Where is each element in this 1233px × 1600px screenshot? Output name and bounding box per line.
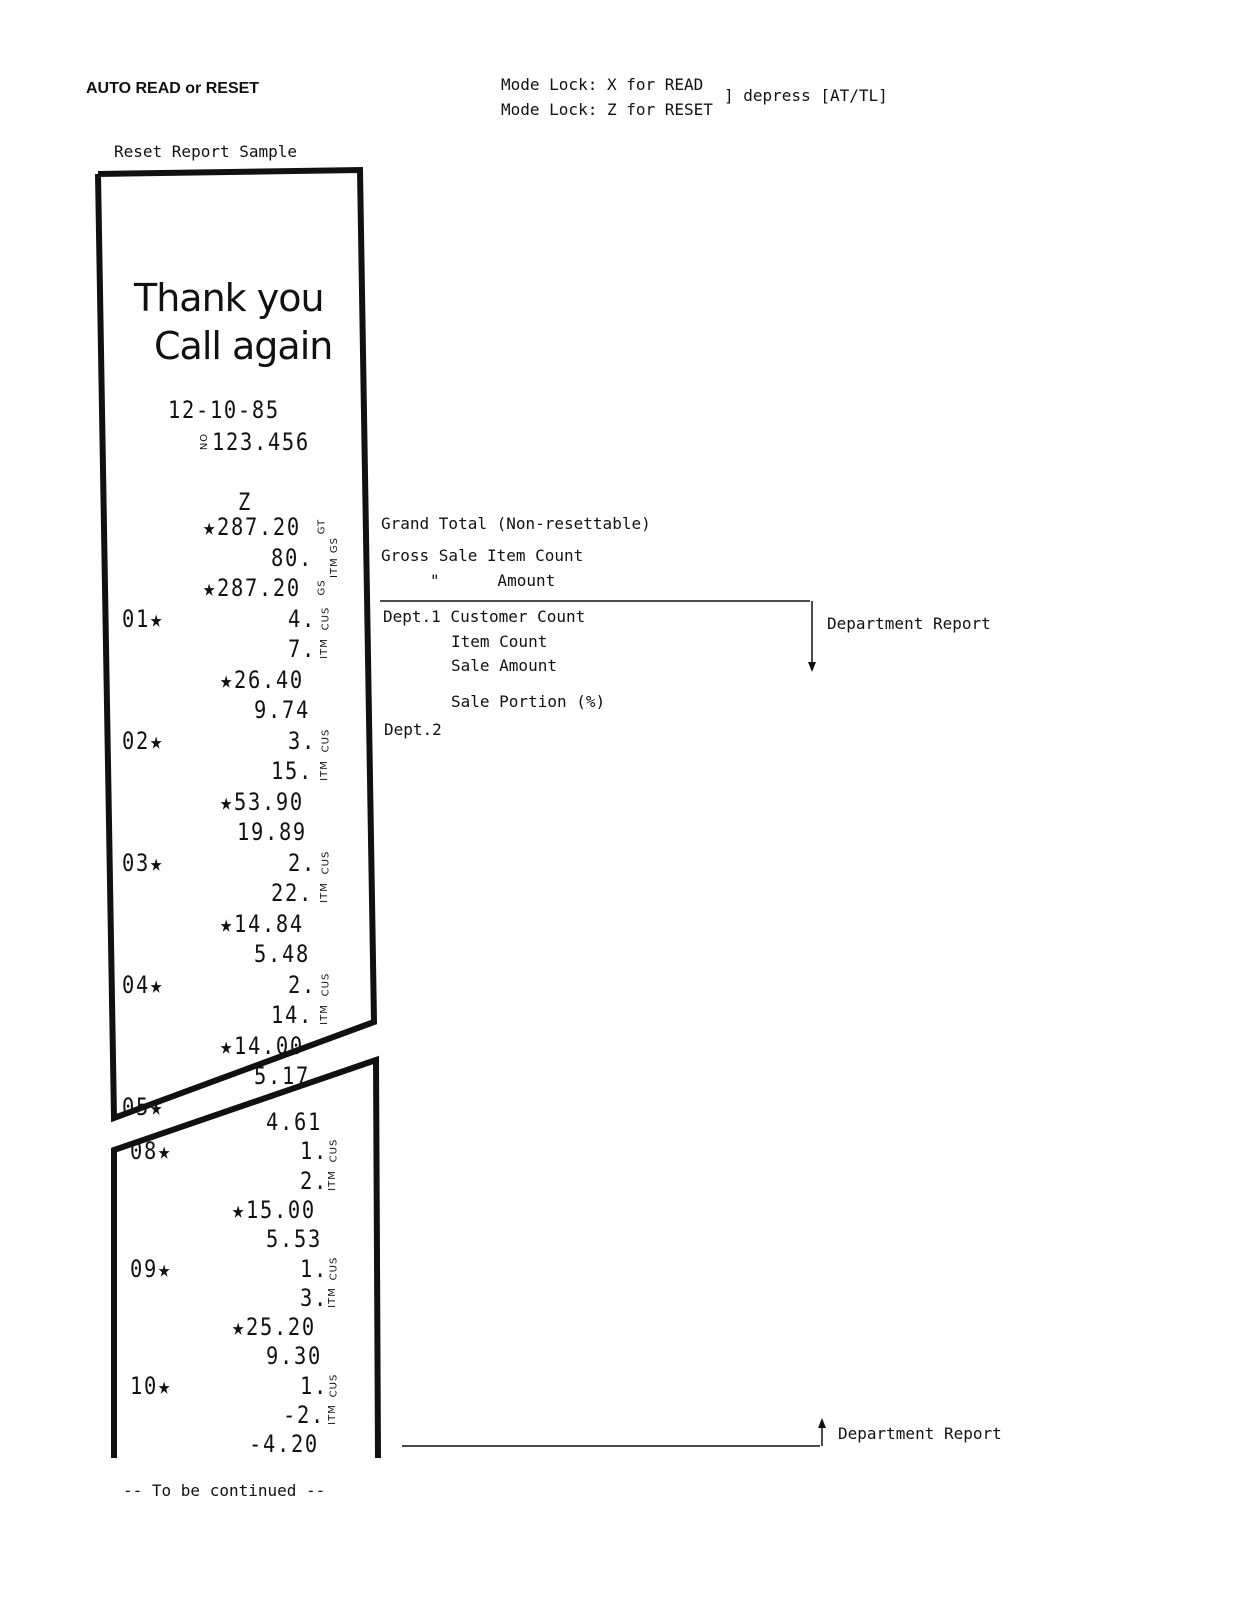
receipt-value: ★53.90: [220, 787, 304, 816]
receipt-tag: CUS: [328, 1138, 340, 1163]
receipt-thank-you: Thank you: [134, 276, 324, 320]
receipt-value: ★287.20: [203, 513, 301, 541]
annotation-item-count: Item Count: [451, 632, 548, 651]
receipt-value: 14.: [271, 1001, 313, 1029]
receipt-no-label: NO: [199, 432, 211, 451]
receipt-tag: ITM: [326, 1169, 338, 1191]
receipt-value: -2.: [283, 1401, 325, 1429]
receipt-number: 123.456: [212, 428, 310, 456]
receipt-value: 22.: [271, 879, 313, 907]
receipt-tag: ITM GS: [328, 536, 340, 578]
receipt-dept-number: 01★: [122, 604, 164, 633]
receipt-dept-number: 02★: [122, 726, 164, 755]
sample-label: Reset Report Sample: [114, 142, 298, 161]
receipt-tag: ITM: [318, 638, 330, 659]
receipt-value: 5.53: [266, 1225, 322, 1254]
receipt-dept-number: 05★: [122, 1092, 164, 1121]
receipt-tag: ITM: [318, 760, 330, 781]
depress-text: ] depress [AT/TL]: [724, 86, 888, 105]
annotation-dept1: Dept.1 Customer Count: [383, 607, 586, 626]
receipt-value: 9.30: [266, 1342, 322, 1371]
receipt-value: 19.89: [237, 818, 307, 846]
receipt-value: 3.: [288, 726, 316, 755]
receipt-value: 80.: [271, 543, 313, 572]
annotation-grand-total: Grand Total (Non-resettable): [381, 514, 651, 533]
receipt-value: 5.48: [254, 940, 310, 968]
receipt-value: ★25.20: [232, 1313, 316, 1342]
receipt-value: 7.: [288, 635, 316, 663]
receipt-tag: CUS: [320, 606, 332, 630]
receipt-value: 2.: [288, 848, 316, 877]
receipt-value: 1.: [300, 1137, 328, 1166]
receipt-value: ★26.40: [220, 665, 304, 694]
receipt-value: ★287.20: [203, 574, 301, 602]
receipt-value: 15.: [271, 757, 313, 785]
receipt-value: 3.: [300, 1283, 328, 1312]
receipt-value: ★14.84: [220, 909, 304, 938]
receipt-value: 2.: [288, 970, 316, 999]
annotation-gross-count: Gross Sale Item Count: [381, 546, 584, 565]
annotation-dept-report-top: Department Report: [827, 614, 991, 633]
receipt-value: 9.74: [254, 696, 310, 724]
receipt-call-again: Call again: [154, 324, 333, 368]
annotation-gross-amount: " Amount: [430, 571, 556, 590]
receipt-tag: CUS: [320, 972, 332, 996]
receipt-tag: GS: [316, 579, 328, 596]
receipt-value: 1.: [300, 1371, 328, 1400]
receipt-dept-number: 04★: [122, 970, 164, 999]
receipt-value: 1.: [300, 1254, 328, 1283]
receipt-dept-number: 09★: [130, 1254, 172, 1283]
receipt-value: -4.20: [249, 1430, 319, 1459]
receipt-tag: CUS: [320, 728, 332, 752]
receipt-tag: CUS: [328, 1373, 340, 1398]
receipt-value: ★14.00: [220, 1031, 304, 1060]
receipt-value: ★15.00: [232, 1195, 316, 1224]
page-title: AUTO READ or RESET: [86, 80, 260, 97]
mode-read-text: Mode Lock: X for READ: [501, 75, 704, 94]
annotation-dept2: Dept.2: [384, 720, 442, 739]
continued-text: -- To be continued --: [123, 1481, 326, 1500]
receipt-value: 2.: [300, 1166, 328, 1195]
receipt-date: 12-10-85: [168, 396, 280, 424]
annotation-sale-amount: Sale Amount: [451, 656, 557, 675]
receipt-tag: GT: [316, 518, 328, 535]
mode-reset-text: Mode Lock: Z for RESET: [501, 100, 713, 119]
receipt-tag: CUS: [320, 850, 332, 874]
receipt-tag: ITM: [326, 1286, 338, 1308]
receipt-z-mark: Z: [238, 488, 252, 516]
receipt-tag: CUS: [328, 1256, 340, 1280]
receipt-value: 4.61: [266, 1108, 322, 1136]
annotation-dept-report-bottom: Department Report: [838, 1424, 1002, 1443]
annotation-sale-portion: Sale Portion (%): [451, 692, 606, 711]
receipt-tag: ITM: [318, 882, 330, 903]
receipt-dept-number: 08★: [130, 1137, 172, 1166]
receipt-value: 4.: [288, 604, 316, 633]
receipt-dept-number: 10★: [130, 1371, 172, 1400]
receipt-value: 5.17: [254, 1062, 310, 1090]
receipt-tag: ITM: [326, 1404, 338, 1425]
receipt-dept-number: 03★: [122, 848, 164, 877]
receipt-tag: ITM: [318, 1004, 330, 1025]
